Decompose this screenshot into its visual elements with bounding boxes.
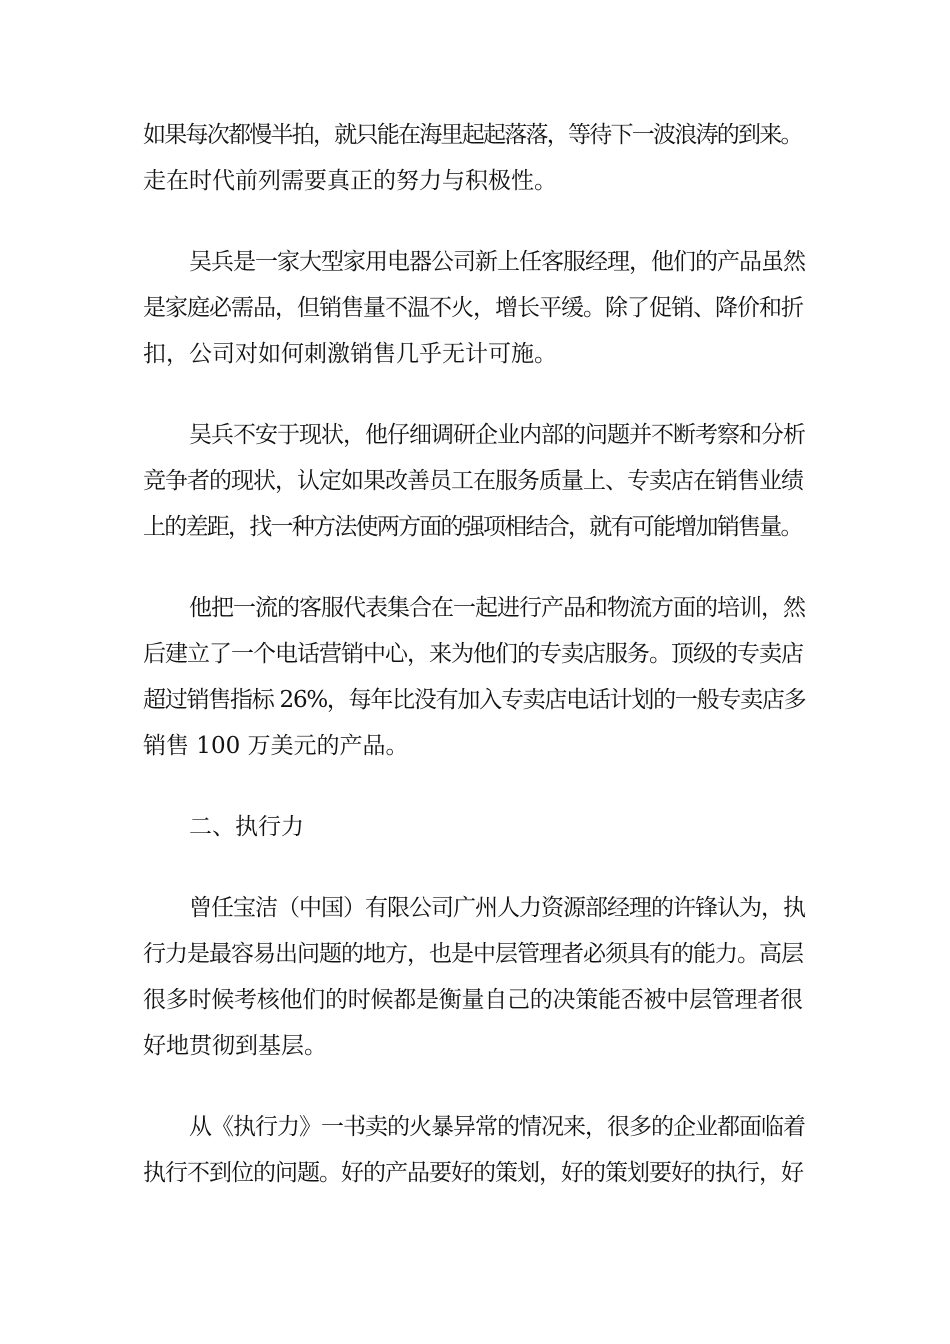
text-line: 如果每次都慢半拍，就只能在海里起起落落，等待下一波浪涛的到来。 [143,122,802,148]
text-line: 他把一流的客服代表集合在一起进行产品和物流方面的培训，然 [189,595,805,621]
section-heading [143,804,807,850]
text-line: 扣，公司对如何刺激销售几乎无计可施。 [143,341,557,367]
text-line: 执行不到位的问题。好的产品要好的策划，好的策划要好的执行，好 [143,1160,803,1186]
text-line: 是家庭必需品，但销售量不温不火，增长平缓。除了促销、降价和折 [143,295,803,321]
text-line: 从《执行力》一书卖的火暴异常的情况来，很多的企业都面临着 [189,1114,805,1140]
text-line: 吴兵是一家大型家用电器公司新上任客服经理，他们的产品虽然 [189,249,805,275]
paragraph [143,1104,807,1196]
text-line: 竞争者的现状，认定如果改善员工在服务质量上、专卖店在销售业绩 [143,468,803,494]
text-line: 后建立了一个电话营销中心，来为他们的专卖店服务。顶级的专卖店 [143,641,803,667]
text-line: 曾任宝洁（中国）有限公司广州人力资源部经理的许锋认为，执 [189,895,805,921]
text-line: 上的差距，找一种方法使两方面的强项相结合，就有可能增加销售量。 [143,514,802,540]
text-line: 好地贯彻到基层。 [143,1033,327,1059]
text-line: 行力是最容易出问题的地方，也是中层管理者必须具有的能力。高层 [143,941,803,967]
paragraph [143,412,807,550]
heading-text: 二、执行力 [189,814,304,840]
paragraph [143,585,807,769]
paragraph [143,885,807,1069]
paragraph [143,239,807,377]
document-body [143,112,807,1196]
text-line: 很多时候考核他们的时候都是衡量自己的决策能否被中层管理者很 [143,987,803,1013]
text-line: 销售 100 万美元的产品。 [143,733,409,759]
paragraph [143,112,807,204]
text-line: 吴兵不安于现状，他仔细调研企业内部的问题并不断考察和分析 [189,422,805,448]
text-line: 超过销售指标 26%，每年比没有加入专卖店电话计划的一般专卖店多 [143,687,806,713]
text-line: 走在时代前列需要真正的努力与积极性。 [143,168,557,194]
